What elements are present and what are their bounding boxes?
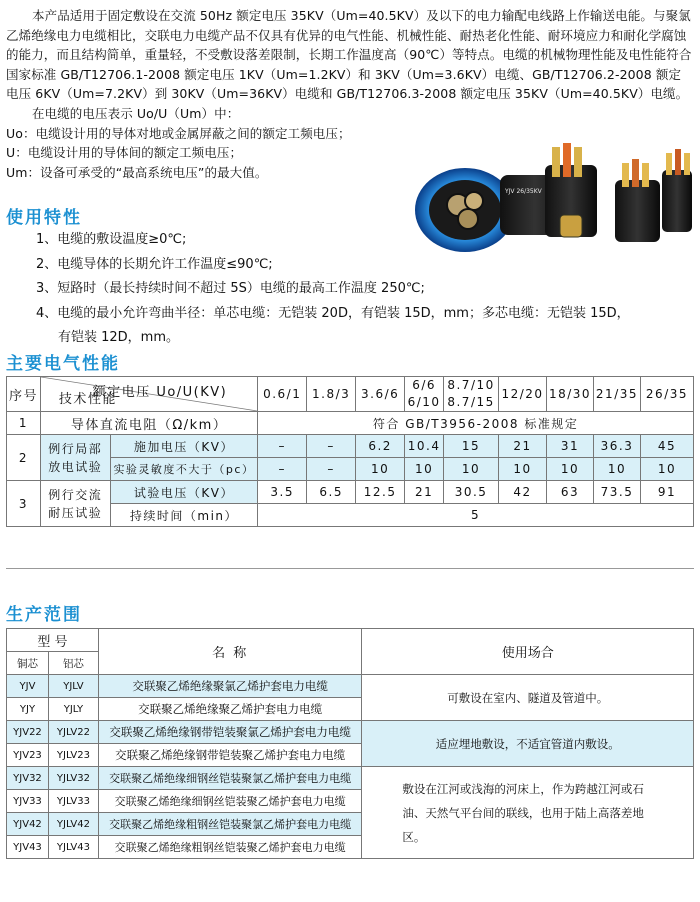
cell: 10 bbox=[640, 458, 693, 481]
aluminum-model: YJLV33 bbox=[48, 790, 98, 813]
product-name: 交联聚乙烯绝缘细钢丝铠装聚乙烯护套电力电缆 bbox=[98, 790, 362, 813]
product-name: 交联聚乙烯绝缘粗钢丝铠装聚氯乙烯护套电力电缆 bbox=[98, 813, 362, 836]
feature-item: 3、短路时（最长持续时间不超过 5S）电缆的最高工作温度 250℃; bbox=[36, 281, 425, 296]
cell: 6.5 bbox=[307, 481, 356, 504]
row-number: 3 bbox=[7, 481, 41, 527]
aluminum-model: YJLV43 bbox=[48, 836, 98, 859]
cell: 12.5 bbox=[356, 481, 405, 504]
cell: 10 bbox=[593, 458, 640, 481]
cell: 21 bbox=[405, 481, 444, 504]
cell: 10 bbox=[547, 458, 594, 481]
cell: 6.2 bbox=[356, 435, 405, 458]
duration-label: 持续时间（min） bbox=[110, 504, 258, 527]
voltage-header: 0.6/1 bbox=[258, 377, 307, 412]
cell: 10.4 bbox=[405, 435, 444, 458]
um-definition: Um：设备可承受的“最高系统电压”的最大值。 bbox=[6, 164, 268, 180]
cell: 31 bbox=[547, 435, 594, 458]
voltage-notation-intro: 在电缆的电压表示 Uo/U（Um）中： bbox=[32, 105, 240, 121]
voltage-header: 1.8/3 bbox=[307, 377, 356, 412]
production-range-table bbox=[6, 628, 694, 859]
seq-header: 序号 bbox=[7, 377, 41, 412]
features-list bbox=[36, 228, 696, 351]
voltage-header: 8.7/10 8.7/15 bbox=[444, 377, 499, 412]
test-voltage-label: 试验电压（KV） bbox=[110, 481, 258, 504]
cell: 63 bbox=[547, 481, 594, 504]
uo-definition: Uo：电缆设计用的导体对地或金属屏蔽之间的额定工频电压； bbox=[6, 125, 351, 141]
electrical-heading: 主要电气性能 bbox=[6, 354, 120, 374]
aluminum-header: 铝芯 bbox=[48, 652, 98, 675]
copper-model: YJV bbox=[7, 675, 49, 698]
rated-voltage-label: 额定电压 Uo/U(KV) bbox=[92, 385, 228, 400]
voltage-header: 26/35 bbox=[640, 377, 693, 412]
product-name: 交联聚乙烯绝缘细钢丝铠装聚氯乙烯护套电力电缆 bbox=[98, 767, 362, 790]
copper-model: YJV33 bbox=[7, 790, 49, 813]
cable-print-label: YJV 26/35KV bbox=[505, 188, 542, 195]
cell: 10 bbox=[356, 458, 405, 481]
feature-item: 2、电缆导体的长期允许工作温度≤90℃; bbox=[36, 256, 273, 272]
applied-voltage-label: 施加电压（KV） bbox=[110, 435, 258, 458]
cell: 91 bbox=[640, 481, 693, 504]
cell: 42 bbox=[499, 481, 547, 504]
usage-header: 使用场合 bbox=[362, 629, 694, 675]
divider bbox=[6, 568, 694, 569]
aluminum-model: YJLV22 bbox=[48, 721, 98, 744]
sensitivity-label: 实验灵敏度不大于（pc） bbox=[110, 458, 258, 481]
feature-item: 4、电缆的最小允许弯曲半径：单芯电缆：无铠装 20D，有铠装 15D，mm；多芯电缆：无铠装 15D， bbox=[36, 305, 630, 321]
partial-discharge-group: 例行局部 放电试验 bbox=[40, 435, 110, 481]
product-name: 交联聚乙烯绝缘聚乙烯护套电力电缆 bbox=[98, 698, 362, 721]
feature-item: 1、电缆的敷设温度≥0℃; bbox=[36, 232, 187, 247]
cell: 10 bbox=[405, 458, 444, 481]
product-name: 交联聚乙烯绝缘钢带铠装聚乙烯护套电力电缆 bbox=[98, 744, 362, 767]
conductor-resistance-value: 符合 GB/T3956-2008 标准规定 bbox=[258, 412, 694, 435]
cell: – bbox=[258, 458, 307, 481]
aluminum-model: YJLV bbox=[48, 675, 98, 698]
cell: 36.3 bbox=[593, 435, 640, 458]
electrical-performance-table bbox=[6, 376, 694, 527]
cell: – bbox=[307, 458, 356, 481]
feature-item-continuation: 有铠装 12D，mm。 bbox=[58, 330, 180, 345]
copper-model: YJY bbox=[7, 698, 49, 721]
copper-header: 铜芯 bbox=[7, 652, 49, 675]
cell: 30.5 bbox=[444, 481, 499, 504]
aluminum-model: YJLV23 bbox=[48, 744, 98, 767]
product-name: 交联聚乙烯绝缘粗钢丝铠装聚乙烯护套电力电缆 bbox=[98, 836, 362, 859]
voltage-header: 6/6 6/10 bbox=[405, 377, 444, 412]
cell: 45 bbox=[640, 435, 693, 458]
voltage-header: 18/30 bbox=[547, 377, 594, 412]
intro-paragraph: 本产品适用于固定敷设在交流 50Hz 额定电压 35KV（Um=40.5KV）及以下的电力输配电线路上作输送电能。与聚氯乙烯绝缘电力电缆相比，交联电力电缆产品不仅具有优异的电气性能、机械性能、耐热老化性能、耐环境应力和耐化学腐蚀的能力，而且结构简单，重量轻，不受敷设落差限制，长期工作温度高（90℃）等特点。电缆的机械物理性能及电性能符合国家标准 GB/T12706.1-2008 额定电压 1KV（Um=1.2KV）和 3KV（Um=3.6KV）电缆、GB/T12706.2-2008 额定电压 6KV（Um=7.2KV）到 30KV（Um=36KV）电缆和 GB/T12706.3-2008 额定电压 35KV（Um=40.5KV）电缆。 bbox=[6, 8, 692, 102]
copper-model: YJV23 bbox=[7, 744, 49, 767]
copper-model: YJV42 bbox=[7, 813, 49, 836]
production-heading: 生产范围 bbox=[6, 605, 82, 625]
product-name: 交联聚乙烯绝缘钢带铠装聚氯乙烯护套电力电缆 bbox=[98, 721, 362, 744]
usage-buried: 适应埋地敷设，不适宜管道内敷设。 bbox=[362, 721, 694, 767]
cell: 21 bbox=[499, 435, 547, 458]
voltage-header: 21/35 bbox=[593, 377, 640, 412]
cell: – bbox=[258, 435, 307, 458]
row-number: 1 bbox=[7, 412, 41, 435]
voltage-header: 12/20 bbox=[499, 377, 547, 412]
ac-withstand-group: 例行交流 耐压试验 bbox=[40, 481, 110, 527]
copper-model: YJV43 bbox=[7, 836, 49, 859]
diagonal-header bbox=[40, 377, 257, 412]
cell: 15 bbox=[444, 435, 499, 458]
aluminum-model: YJLV42 bbox=[48, 813, 98, 836]
name-header: 名 称 bbox=[98, 629, 362, 675]
voltage-header: 3.6/6 bbox=[356, 377, 405, 412]
row-number: 2 bbox=[7, 435, 41, 481]
conductor-resistance-label: 导体直流电阻（Ω/km） bbox=[40, 412, 257, 435]
tech-performance-label: 技术性能 bbox=[58, 392, 117, 407]
model-header: 型 号 bbox=[7, 629, 99, 652]
cell: 10 bbox=[499, 458, 547, 481]
cell: – bbox=[307, 435, 356, 458]
copper-model: YJV22 bbox=[7, 721, 49, 744]
aluminum-model: YJLV32 bbox=[48, 767, 98, 790]
copper-model: YJV32 bbox=[7, 767, 49, 790]
u-definition: U：电缆设计用的导体间的额定工频电压； bbox=[6, 145, 243, 161]
usage-indoor: 可敷设在室内、隧道及管道中。 bbox=[362, 675, 694, 721]
product-name: 交联聚乙烯绝缘聚氯乙烯护套电力电缆 bbox=[98, 675, 362, 698]
aluminum-model: YJLY bbox=[48, 698, 98, 721]
usage-riverbed: 敷设在江河或浅海的河床上，作为跨越江河或石油、天然气平台间的联线，也用于陆上高落差地区。 bbox=[362, 767, 694, 859]
cell: 3.5 bbox=[258, 481, 307, 504]
cell: 10 bbox=[444, 458, 499, 481]
cell: 73.5 bbox=[593, 481, 640, 504]
duration-value: 5 bbox=[258, 504, 694, 527]
features-heading: 使用特性 bbox=[6, 208, 82, 228]
